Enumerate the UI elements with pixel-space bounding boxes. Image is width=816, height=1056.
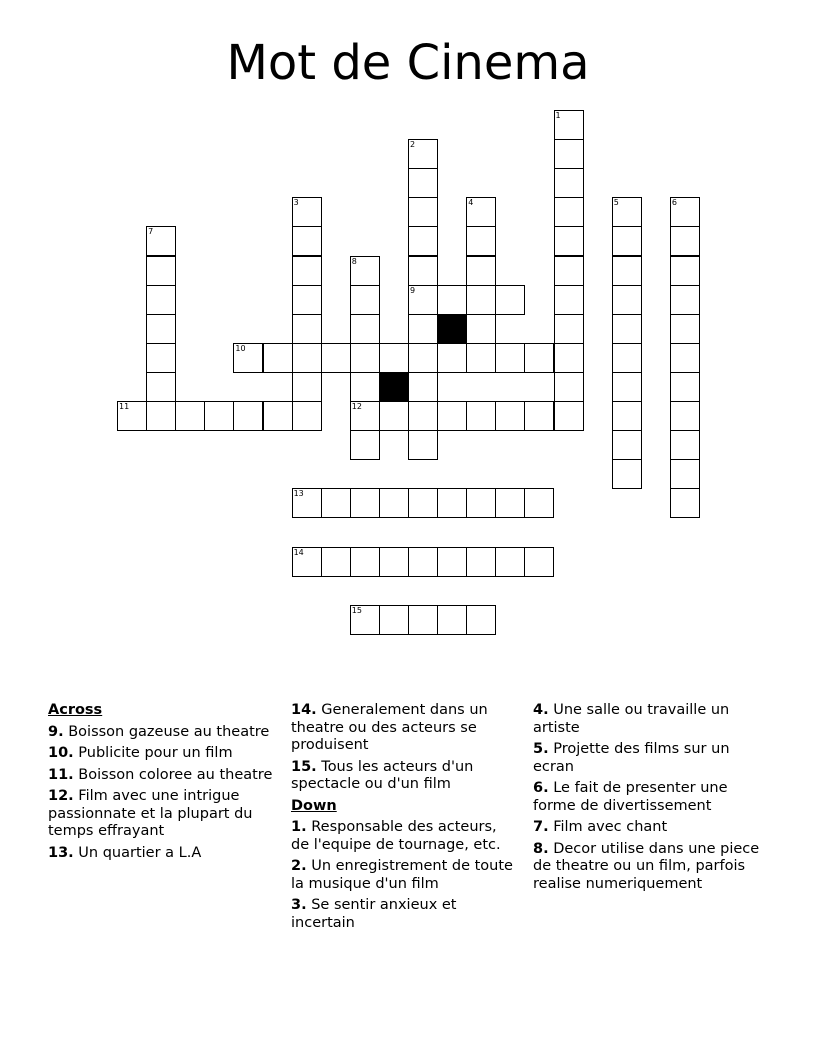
- crossword-cell[interactable]: [350, 605, 380, 635]
- crossword-cell[interactable]: [466, 488, 496, 518]
- across-clue-list-continued: [291, 702, 517, 794]
- clue-number-label: 4.: [533, 702, 549, 718]
- crossword-cell[interactable]: [437, 547, 467, 577]
- across-clue-list: [48, 724, 280, 863]
- crossword-cell[interactable]: [670, 285, 700, 315]
- crossword-cell[interactable]: [408, 139, 438, 169]
- crossword-cell[interactable]: [612, 343, 642, 373]
- crossword-cell[interactable]: [146, 401, 176, 431]
- crossword-cell[interactable]: [554, 401, 584, 431]
- crossword-cell[interactable]: [612, 197, 642, 227]
- clue-item: [533, 741, 773, 776]
- crossword-cell[interactable]: [292, 314, 322, 344]
- crossword-cell[interactable]: [495, 488, 525, 518]
- clue-text: Se sentir anxieux et incertain: [291, 897, 457, 931]
- clue-number-label: 8.: [533, 840, 549, 857]
- crossword-cell[interactable]: [263, 343, 293, 373]
- crossword-cell[interactable]: [437, 285, 467, 315]
- clue-text: Decor utilise dans une piece de theatre ou un film, parfois realise numeriquement: [533, 840, 760, 892]
- clue-number: 6: [671, 198, 677, 208]
- clue-number: 11: [119, 402, 130, 411]
- down-clue-list: [291, 819, 517, 932]
- crossword-cell[interactable]: [466, 343, 496, 373]
- clue-item: [533, 841, 773, 894]
- page-title: Mot de Cinema: [226, 35, 590, 91]
- clue-item: [48, 724, 280, 742]
- crossword-cell[interactable]: [524, 488, 554, 518]
- crossword-cell[interactable]: [408, 285, 438, 315]
- down-heading: Down: [291, 797, 337, 814]
- clue-number-label: 14.: [291, 702, 317, 718]
- clue-text: Un enregistrement de toute la musique d'un film: [291, 858, 513, 892]
- crossword-cell[interactable]: [350, 372, 380, 402]
- clue-text: Generalement dans un theatre ou des acteurs se produisent: [291, 702, 488, 753]
- clue-number-label: 11.: [48, 766, 74, 783]
- crossword-cell[interactable]: [612, 256, 642, 286]
- crossword-cell[interactable]: [554, 168, 584, 198]
- black-square: [379, 372, 409, 402]
- clue-text: Boisson coloree au theatre: [73, 766, 273, 783]
- clue-text: Publicite pour un film: [73, 745, 233, 761]
- crossword-cell[interactable]: [670, 372, 700, 402]
- crossword-cell[interactable]: [466, 285, 496, 315]
- clue-number-label: 9.: [48, 723, 64, 740]
- clues-column-3: [533, 702, 773, 897]
- crossword-cell[interactable]: [524, 401, 554, 431]
- clue-item: [48, 845, 280, 863]
- clue-number-label: 1.: [291, 819, 307, 835]
- crossword-cell[interactable]: [612, 226, 642, 256]
- clue-number: 4: [468, 198, 474, 208]
- clue-number: 15: [351, 605, 362, 615]
- crossword-cell[interactable]: [466, 547, 496, 577]
- crossword-cell[interactable]: [466, 197, 496, 227]
- crossword-cell[interactable]: [321, 488, 351, 518]
- clue-item: [291, 759, 517, 794]
- crossword-cell[interactable]: [670, 256, 700, 286]
- clue-item: [48, 788, 280, 841]
- crossword-cell[interactable]: [292, 343, 322, 373]
- crossword-cell[interactable]: [554, 343, 584, 373]
- crossword-cell[interactable]: [408, 168, 438, 198]
- clue-text: Une salle ou travaille un artiste: [533, 702, 730, 736]
- crossword-cell[interactable]: [670, 343, 700, 373]
- clue-number: 14: [293, 547, 304, 557]
- crossword-cell[interactable]: [554, 226, 584, 256]
- crossword-cell[interactable]: [612, 372, 642, 402]
- crossword-cell[interactable]: [350, 256, 380, 286]
- crossword-cell[interactable]: [233, 343, 263, 373]
- clue-item: [533, 702, 773, 737]
- crossword-cell[interactable]: [292, 372, 322, 402]
- clue-item: [533, 780, 773, 815]
- clue-item: [291, 819, 517, 854]
- clue-text: Le fait de presenter une forme de divertissement: [533, 780, 728, 814]
- crossword-cell[interactable]: [292, 256, 322, 286]
- crossword-cell[interactable]: [554, 110, 584, 140]
- crossword-cell[interactable]: [670, 430, 700, 460]
- clue-number-label: 13.: [48, 844, 74, 861]
- crossword-cell[interactable]: [670, 314, 700, 344]
- clue-text: Film avec une intrigue passionnate et la plupart du temps effrayant: [48, 788, 253, 839]
- crossword-cell[interactable]: [350, 547, 380, 577]
- down-clue-list-continued: [533, 702, 773, 893]
- across-heading: Across: [48, 702, 103, 718]
- clue-number-label: 7.: [533, 819, 549, 835]
- clue-item: [48, 745, 280, 763]
- crossword-cell[interactable]: [670, 401, 700, 431]
- crossword-cell[interactable]: [554, 285, 584, 315]
- crossword-cell[interactable]: [524, 343, 554, 373]
- crossword-cell[interactable]: [612, 401, 642, 431]
- crossword-cell[interactable]: [292, 226, 322, 256]
- clue-text: Film avec chant: [548, 819, 668, 835]
- crossword-cell[interactable]: [408, 605, 438, 635]
- crossword-cell[interactable]: [292, 197, 322, 227]
- crossword-cell[interactable]: [408, 372, 438, 402]
- crossword-cell[interactable]: [437, 401, 467, 431]
- clue-number: 12: [351, 402, 362, 411]
- crossword-cell[interactable]: [670, 459, 700, 489]
- crossword-cell[interactable]: [379, 547, 409, 577]
- crossword-cell[interactable]: [146, 372, 176, 402]
- clue-text: Tous les acteurs d'un spectacle ou d'un film: [291, 758, 474, 792]
- clue-text: Projette des films sur un ecran: [533, 741, 730, 775]
- crossword-cell[interactable]: [204, 401, 234, 431]
- clue-number-label: 5.: [533, 741, 549, 757]
- crossword-cell[interactable]: [408, 547, 438, 577]
- crossword-cell[interactable]: [233, 401, 263, 431]
- crossword-cell[interactable]: [408, 488, 438, 518]
- crossword-cell[interactable]: [466, 401, 496, 431]
- crossword-cell[interactable]: [437, 343, 467, 373]
- clue-number-label: 2.: [291, 858, 307, 874]
- crossword-cell[interactable]: [495, 401, 525, 431]
- clue-number: 8: [351, 256, 357, 266]
- clue-number-label: 10.: [48, 745, 74, 761]
- crossword-cell[interactable]: [408, 314, 438, 344]
- clues-column-1: [48, 702, 280, 866]
- crossword-cell[interactable]: [408, 256, 438, 286]
- crossword-cell[interactable]: [612, 314, 642, 344]
- clue-item: [48, 767, 280, 785]
- clue-item: [291, 702, 517, 755]
- crossword-cell[interactable]: [321, 343, 351, 373]
- crossword-cell[interactable]: [495, 343, 525, 373]
- clue-text: Responsable des acteurs, de l'equipe de tournage, etc.: [291, 819, 501, 853]
- crossword-cell[interactable]: [146, 343, 176, 373]
- clue-item: [291, 897, 517, 932]
- clue-number-label: 15.: [291, 758, 317, 775]
- crossword-cell[interactable]: [554, 256, 584, 286]
- crossword-cell[interactable]: [146, 226, 176, 256]
- crossword-cell[interactable]: [670, 488, 700, 518]
- crossword-cell[interactable]: [263, 401, 293, 431]
- crossword-cell[interactable]: [146, 314, 176, 344]
- crossword-cell[interactable]: [408, 401, 438, 431]
- crossword-cell[interactable]: [466, 605, 496, 635]
- crossword-cell[interactable]: [670, 197, 700, 227]
- clue-number: 1: [555, 111, 561, 120]
- clue-text: Un quartier a L.A: [73, 844, 202, 861]
- clue-number: 10: [235, 343, 246, 353]
- crossword-cell[interactable]: [408, 226, 438, 256]
- clue-number-label: 3.: [291, 897, 307, 913]
- crossword-cell[interactable]: [554, 314, 584, 344]
- clue-text: Boisson gazeuse au theatre: [63, 723, 270, 740]
- crossword-cell[interactable]: [554, 139, 584, 169]
- clue-item: [291, 858, 517, 893]
- crossword-cell[interactable]: [379, 488, 409, 518]
- clue-item: [533, 819, 773, 837]
- clue-number: 5: [613, 198, 619, 208]
- crossword-cell[interactable]: [466, 256, 496, 286]
- crossword-cell[interactable]: [379, 401, 409, 431]
- crossword-cell[interactable]: [495, 285, 525, 315]
- crossword-cell[interactable]: [554, 372, 584, 402]
- clue-number: 13: [293, 489, 304, 499]
- crossword-cell[interactable]: [408, 197, 438, 227]
- clues-column-2: [291, 702, 517, 936]
- crossword-cell[interactable]: [117, 401, 147, 431]
- crossword-cell[interactable]: [292, 285, 322, 315]
- clue-number-label: 6.: [533, 780, 549, 796]
- crossword-cell[interactable]: [408, 430, 438, 460]
- crossword-cell[interactable]: [350, 401, 380, 431]
- crossword-cell[interactable]: [612, 430, 642, 460]
- crossword-cell[interactable]: [379, 605, 409, 635]
- crossword-cell[interactable]: [466, 226, 496, 256]
- clue-number: 9: [410, 285, 416, 295]
- crossword-cell[interactable]: [466, 314, 496, 344]
- crossword-cell[interactable]: [350, 488, 380, 518]
- crossword-cell[interactable]: [350, 314, 380, 344]
- clue-number: 2: [410, 140, 416, 150]
- clue-number: 3: [293, 198, 299, 208]
- crossword-cell[interactable]: [437, 488, 467, 518]
- crossword-cell[interactable]: [524, 547, 554, 577]
- crossword-cell[interactable]: [670, 226, 700, 256]
- black-square: [437, 314, 467, 344]
- crossword-cell[interactable]: [612, 285, 642, 315]
- crossword-cell[interactable]: [292, 488, 322, 518]
- crossword-cell[interactable]: [175, 401, 205, 431]
- crossword-cell[interactable]: [292, 547, 322, 577]
- crossword-cell[interactable]: [379, 343, 409, 373]
- crossword-cell[interactable]: [437, 605, 467, 635]
- clue-number-label: 12.: [48, 788, 74, 804]
- crossword-cell[interactable]: [321, 547, 351, 577]
- crossword-cell[interactable]: [350, 285, 380, 315]
- crossword-cell[interactable]: [408, 343, 438, 373]
- crossword-cell[interactable]: [350, 343, 380, 373]
- crossword-cell[interactable]: [495, 547, 525, 577]
- crossword-cell[interactable]: [146, 256, 176, 286]
- crossword-cell[interactable]: [292, 401, 322, 431]
- crossword-cell[interactable]: [612, 459, 642, 489]
- crossword-cell[interactable]: [350, 430, 380, 460]
- clue-number: 7: [148, 227, 154, 237]
- crossword-cell[interactable]: [554, 197, 584, 227]
- crossword-cell[interactable]: [146, 285, 176, 315]
